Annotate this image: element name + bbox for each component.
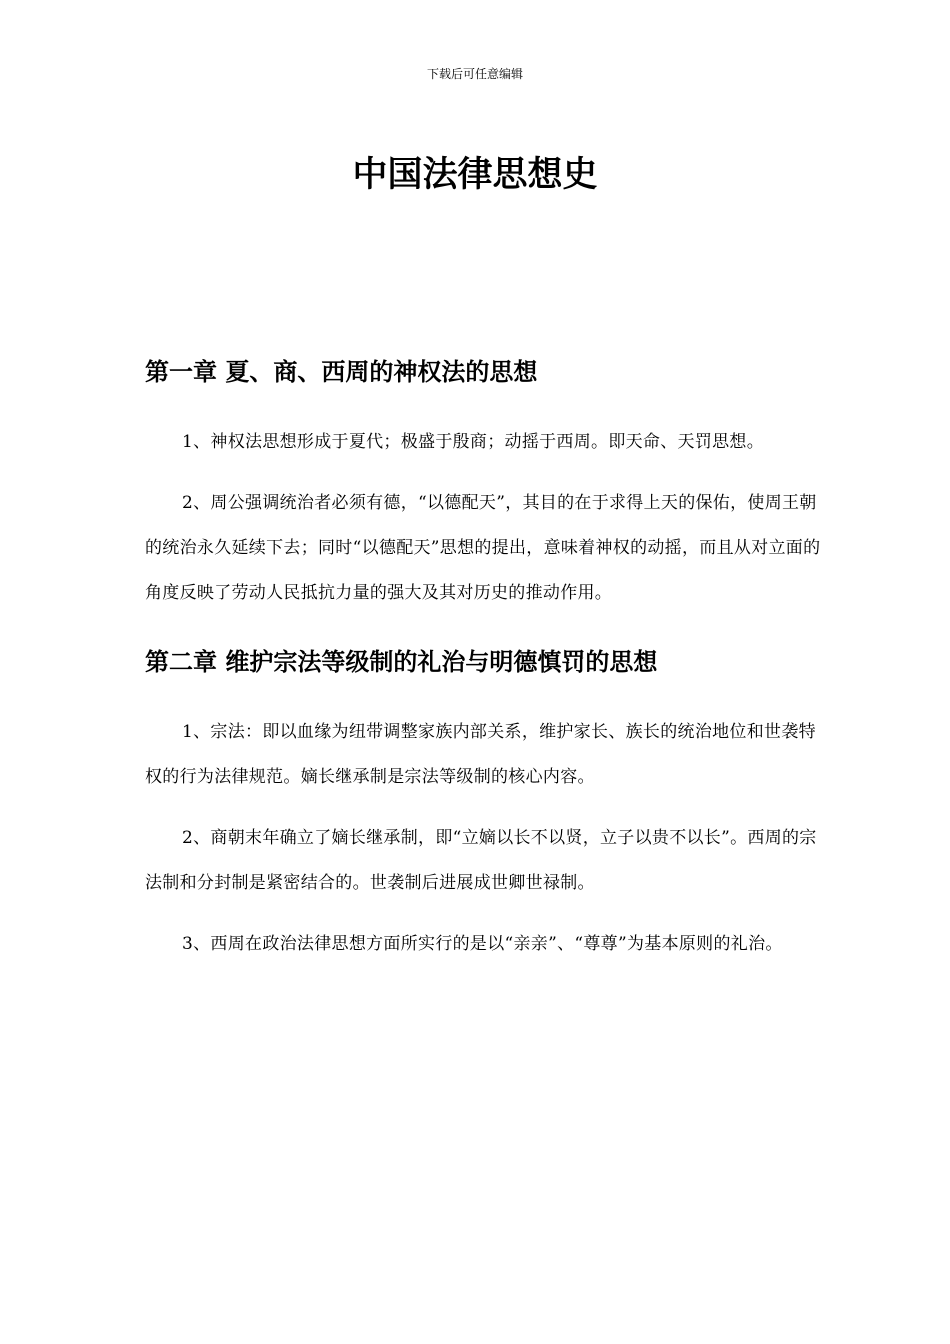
paragraph: 2、商朝末年确立了嫡长继承制，即“立嫡以长不以贤，立子以贵不以长”。西周的宗法制和分封制是紧密结合的。世袭制后进展成世卿世禄制。 <box>145 828 817 893</box>
document-body <box>145 348 825 967</box>
chapter-2 <box>145 638 825 967</box>
header-note: 下载后可任意编辑 <box>426 67 523 81</box>
paragraph: 1、宗法：即以血缘为纽带调整家族内部关系，维护家长、族长的统治地位和世袭特权的行为法律规范。嫡长继承制是宗法等级制的核心内容。 <box>145 722 816 787</box>
paragraph: 2、周公强调统治者必须有德，“以德配天”，其目的在于求得上天的保佑，使周王朝的统治永久延续下去；同时“以德配天”思想的提出，意味着神权的动摇，而且从对立面的角度反映了劳动人民抵抗力量的强大及其对历史的推动作用。 <box>145 493 821 603</box>
paragraph: 3、西周在政治法律思想方面所实行的是以“亲亲”、“尊尊”为基本原则的礼治。 <box>182 934 783 954</box>
chapter-1 <box>145 348 825 616</box>
document-title: 中国法律思想史 <box>352 154 598 195</box>
chapter-heading: 第一章 夏、商、西周的神权法的思想 <box>145 357 538 386</box>
paragraph: 1、神权法思想形成于夏代；极盛于殷商；动摇于西周。即天命、天罚思想。 <box>182 432 765 452</box>
chapter-heading: 第二章 维护宗法等级制的礼治与明德慎罚的思想 <box>145 647 658 676</box>
